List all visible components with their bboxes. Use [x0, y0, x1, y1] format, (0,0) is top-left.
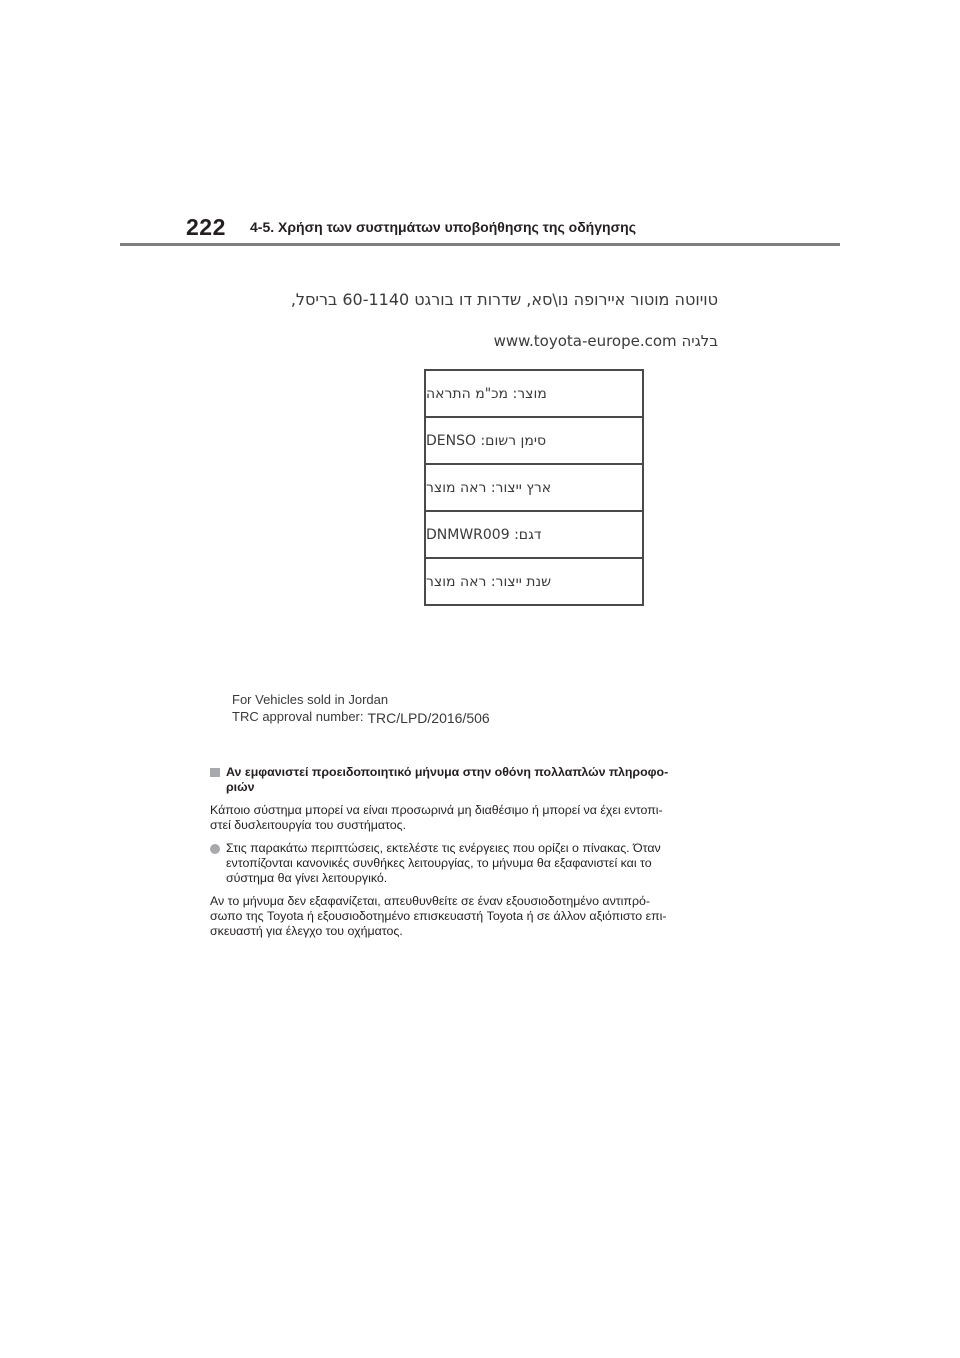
website-url: www.toyota-europe.com	[493, 332, 677, 350]
paragraph-line: Αν το μήνυμα δεν εξαφανίζεται, απευθυνθείτε σε έναν εξουσιοδοτημένο αντιπρό-	[210, 894, 651, 908]
bullet-line: εντοπίζονται κανονικές συνθήκες λειτουργίας, το μήνυμα θα εξαφανιστεί και το	[226, 856, 652, 870]
table-row: ארץ ייצור: ראה מוצר	[426, 465, 642, 512]
header-divider	[120, 243, 840, 246]
paragraph	[210, 803, 755, 833]
bullet-line: σύστημα θα γίνει λειτουργικό.	[226, 871, 388, 885]
section-heading	[210, 765, 755, 795]
paragraph-line: σωπο της Toyota ή εξουσιοδοτημένο επισκευαστή Toyota ή σε άλλον αξιόπιστο επι-	[210, 909, 667, 923]
approval-label: TRC approval number:	[232, 709, 364, 724]
table-row: סימן רשום: DENSO	[426, 418, 642, 465]
bullet-item	[210, 841, 755, 886]
circle-bullet-icon	[210, 844, 220, 854]
jordan-approval-block	[232, 691, 490, 725]
heading-line: Αν εμφανιστεί προειδοποιητικό μήνυμα στην οθόνη πολλαπλών πληροφο-	[226, 765, 669, 779]
heading-line: ριών	[226, 780, 255, 794]
bullet-line: Στις παρακάτω περιπτώσεις, εκτελέστε τις ενέργειες που ορίζει ο πίνακας. Όταν	[226, 841, 661, 855]
paragraph-line: σκευαστή για έλεγχο του οχήματος.	[210, 924, 403, 938]
table-row: דגם: DNMWR009	[426, 512, 642, 559]
table-row: מוצר: מכ"מ התראה	[426, 371, 642, 418]
approval-number: TRC/LPD/2016/506	[367, 710, 490, 726]
approval-line	[232, 708, 490, 725]
warning-section	[210, 765, 755, 939]
page-number: 222	[186, 214, 226, 240]
paragraph-line: Κάποιο σύστημα μπορεί να είναι προσωρινά μη διαθέσιμο ή μπορεί να έχει εντοπι-	[210, 803, 663, 817]
table-row: שנת ייצור: ראה מוצר	[426, 573, 552, 590]
hebrew-country: בלגיה	[681, 332, 718, 350]
page-header	[186, 214, 866, 244]
paragraph-line: στεί δυσλειτουργία του συστήματος.	[210, 818, 407, 832]
hebrew-product-table	[424, 369, 644, 606]
section-title: 4-5. Χρήση των συστημάτων υποβοήθησης της οδήγησης	[250, 219, 636, 235]
jordan-line: For Vehicles sold in Jordan	[232, 692, 389, 707]
hebrew-address-line: טויוטה מוטור איירופה נו\סא, שדרות דו בורגט 60-1140 בריסל,	[290, 290, 718, 309]
square-bullet-icon	[210, 768, 220, 777]
paragraph	[210, 894, 755, 939]
hebrew-country-url-line	[430, 332, 718, 350]
